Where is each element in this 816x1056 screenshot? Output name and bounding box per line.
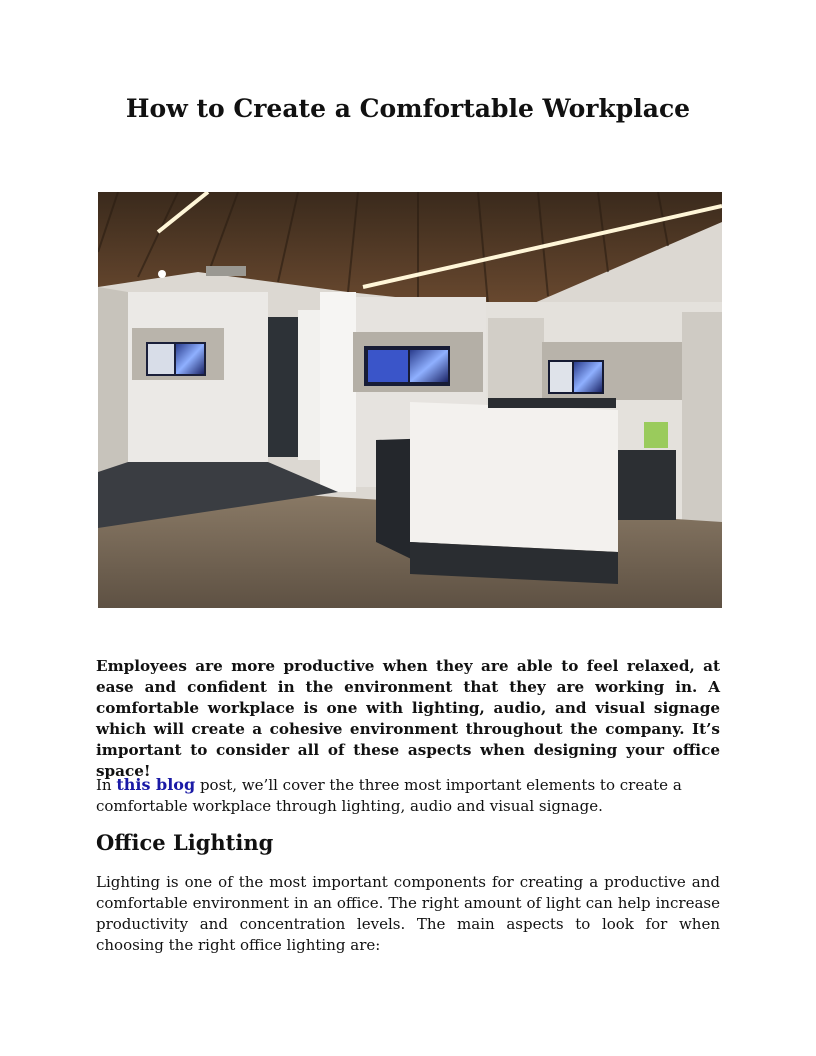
this-blog-link[interactable]: this blog <box>116 775 196 794</box>
section-heading-office-lighting: Office Lighting <box>96 830 274 855</box>
intro-suffix: post, we’ll cover the three most important elements to create a comfortable workplace through lighting, audio and visual signage. <box>96 776 682 815</box>
lead-paragraph: Employees are more productive when they are able to feel relaxed, at ease and confident in the environment that they are working in. A comfortable workplace is one with lighting, audio, and visual signage which will create a cohesive environment throughout the company. It’s important to consider all of these aspects when designing your office space! <box>96 657 720 780</box>
office-reception-photo <box>98 192 722 608</box>
office-lighting-paragraph: Lighting is one of the most important components for creating a productive and comfortable environment in an office. The right amount of light can help increase productivity and concentration levels. The main aspects to look for when choosing the right office lighting are: <box>96 873 720 954</box>
photo-illustration <box>98 192 722 608</box>
intro-paragraph <box>96 774 720 817</box>
page-title: How to Create a Comfortable Workplace <box>125 94 691 123</box>
intro-prefix: In <box>96 776 117 794</box>
